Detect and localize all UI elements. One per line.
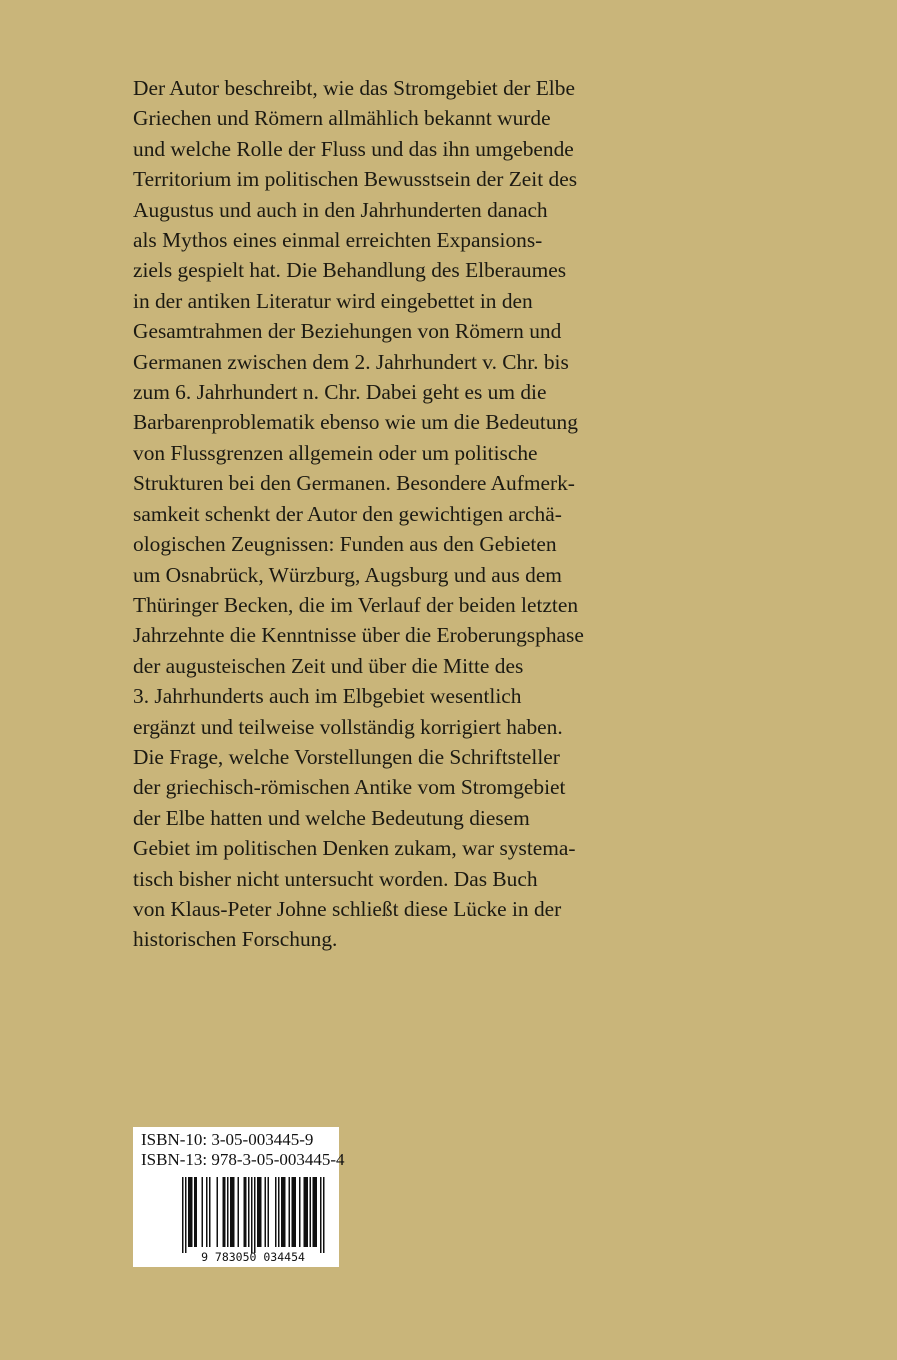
barcode-bar [248,1177,250,1247]
barcode-bar [292,1177,297,1247]
barcode-bar [265,1177,267,1247]
blurb-line: Gebiet im politischen Denken zukam, war systema- [133,836,576,861]
blurb-line: Jahrzehnte die Kenntnisse über die Eroberungsphase [133,623,584,648]
blurb-line: der griechisch-römischen Antike vom Stromgebiet [133,775,566,800]
blurb-line: in der antiken Literatur wird eingebettet in den [133,288,533,313]
blurb-line: Die Frage, welche Vorstellungen die Schriftsteller [133,744,560,769]
barcode-bar [320,1177,322,1253]
isbn-barcode-box [133,1127,345,1267]
blurb-line: 3. Jahrhunderts auch im Elbgebiet wesentlich [133,684,522,709]
blurb-line: Thüringer Becken, die im Verlauf der beiden letzten [133,592,579,617]
isbn-13: ISBN-13: 978-3-05-003445-4 [141,1150,345,1169]
blurb-line: Griechen und Römern allmählich bekannt wurde [133,106,551,131]
blurb-line: und welche Rolle der Fluss und das ihn umgebende [133,136,574,161]
barcode-bar [238,1177,240,1247]
barcode-bar [278,1177,280,1247]
blurb-line: der augusteischen Zeit und über die Mitte des [133,653,524,678]
barcode-bars [182,1177,325,1253]
barcode-bar [202,1177,204,1247]
blurb-line: ologischen Zeugnissen: Funden aus den Gebieten [133,532,557,557]
blurb-line: der Elbe hatten und welche Bedeutung diesem [133,805,530,830]
barcode-bar [182,1177,184,1253]
barcode-bar [254,1177,256,1253]
isbn-numbers [141,1130,345,1170]
blurb-line: von Flussgrenzen allgemein oder um politische [133,440,538,465]
isbn-10: ISBN-10: 3-05-003445-9 [141,1130,314,1149]
barcode-bar [310,1177,312,1247]
blurb-line: historischen Forschung. [133,927,338,952]
barcode-bar [209,1177,211,1247]
barcode-bar [323,1177,325,1253]
blurb-line: Der Autor beschreibt, wie das Stromgebiet der Elbe [133,76,575,100]
blurb-line: Augustus und auch in den Jahrhunderten danach [133,197,548,222]
barcode-bar [268,1177,270,1247]
blurb-line: als Mythos eines einmal erreichten Expansions- [133,228,543,253]
barcode-bar [275,1177,277,1247]
barcode-bar [257,1177,262,1247]
blurb-line: von Klaus-Peter Johne schließt diese Lücke in der [133,896,562,921]
barcode-bar [194,1177,197,1247]
blurb-line: Strukturen bei den Germanen. Besondere Aufmerk- [133,471,575,496]
blurb-line: Barbarenproblematik ebenso wie um die Bedeutung [133,410,578,435]
barcode-bar [244,1177,247,1247]
blurb-line: Territorium im politischen Bewusstsein der Zeit des [133,167,578,192]
blurb-line: zum 6. Jahrhundert n. Chr. Dabei geht es um die [133,380,547,405]
blurb-line: Gesamtrahmen der Beziehungen von Römern und [133,319,562,344]
blurb-line: um Osnabrück, Würzburg, Augsburg und aus dem [133,562,562,587]
barcode-bar [304,1177,309,1247]
blurb-line: Germanen zwischen dem 2. Jahrhundert v. Chr. bis [133,349,569,374]
blurb-line: ziels gespielt hat. Die Behandlung des Elberaumes [133,258,567,283]
barcode [170,1175,336,1263]
barcode-bar [227,1177,229,1247]
blurb-line: samkeit schenkt der Autor den gewichtigen archä- [133,501,562,526]
barcode-digits: 9 783050 034454 [201,1250,305,1263]
blurb-line: ergänzt und teilweise vollständig korrigiert haben. [133,714,563,739]
blurb-line: tisch bisher nicht untersucht worden. Das Buch [133,866,538,891]
barcode-bar [281,1177,286,1247]
barcode-bar [217,1177,219,1247]
barcode-bar [206,1177,208,1247]
barcode-bar [185,1177,187,1253]
barcode-bar [299,1177,301,1247]
back-cover-blurb [133,73,613,955]
barcode-bar [289,1177,291,1247]
barcode-bar [251,1177,253,1253]
barcode-bar [223,1177,226,1247]
barcode-bar [313,1177,318,1247]
barcode-bar [188,1177,193,1247]
barcode-bar [230,1177,235,1247]
